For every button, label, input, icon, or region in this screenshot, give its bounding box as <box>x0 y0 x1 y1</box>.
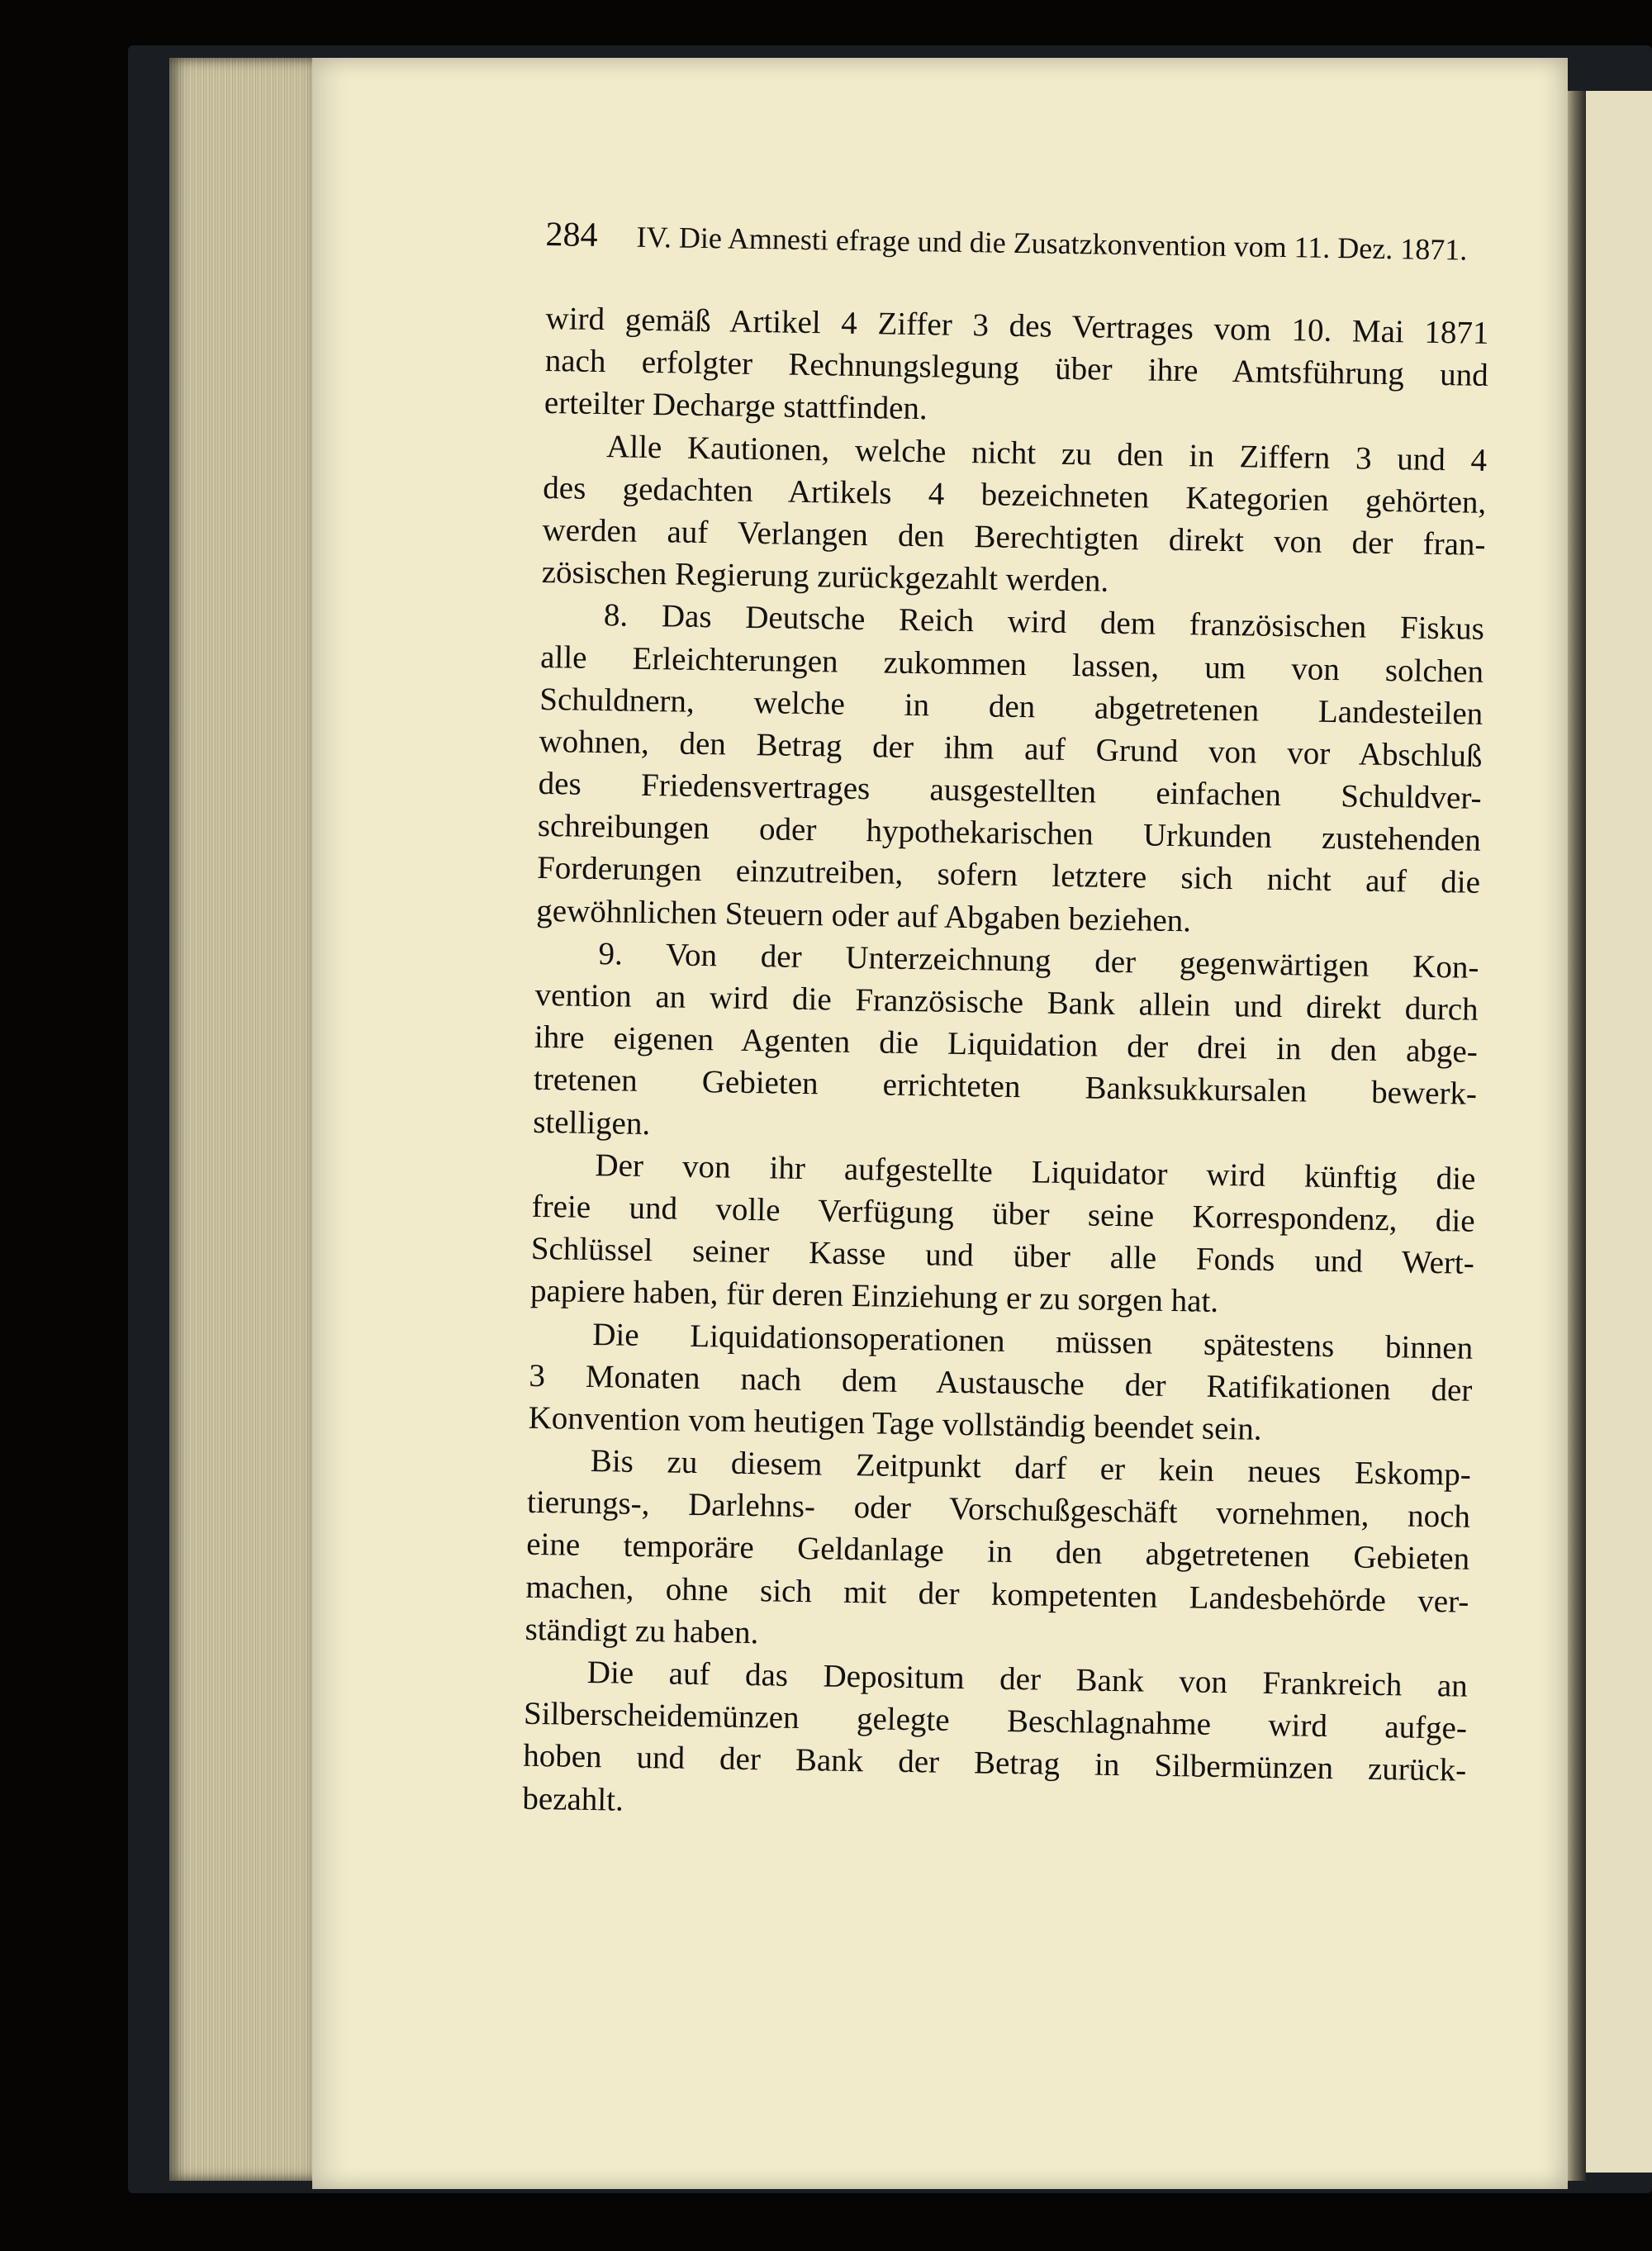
text-line: des Friedensvertrages ausgestellten einfachen Schuldver- <box>538 765 1482 816</box>
text-line: Die auf das Depositum der Bank von Frankreich an <box>586 1654 1469 1704</box>
text-block <box>522 215 1489 1820</box>
text-line: ihre eigenen Agenten die Liquidation der drei in den abge- <box>534 1019 1479 1071</box>
text-line: Schlüssel seiner Kasse und über alle Fonds und Wert- <box>530 1230 1475 1281</box>
text-line: Silberscheidemünzen gelegte Beschlagnahme wird aufge- <box>523 1695 1468 1746</box>
page-number: 284 <box>545 215 598 254</box>
book-page <box>312 58 1568 2189</box>
text-line: werden auf Verlangen den Berechtigten direkt von der fran- <box>542 511 1486 563</box>
text-line: Die Liquidationsoperationen müssen spätestens binnen <box>591 1316 1474 1366</box>
text-line: 9. Von der Unterzeichnung der gegenwärtigen Kon- <box>598 935 1479 985</box>
text-line: Schuldnern, welche in den abgetretenen Landesteilen <box>539 681 1483 732</box>
text-line: wohnen, den Betrag der ihm auf Grund von vor Abschluß <box>539 723 1483 774</box>
text-line: papiere haben, für deren Einziehung er zu sorgen hat. <box>529 1273 1219 1320</box>
text-line: 8. Das Deutsche Reich wird dem französischen Fiskus <box>603 597 1485 648</box>
text-line: nach erfolgter Rechnungslegung über ihre Amtsführung und <box>544 343 1488 394</box>
text-line: vention an wird die Französische Bank allein und direkt durch <box>534 976 1479 1028</box>
body-text <box>522 297 1489 1834</box>
text-line: hoben und der Bank der Betrag in Silbermünzen zurück- <box>522 1738 1467 1789</box>
text-line: Bis zu diesem Zeitpunkt darf er kein neues Eskomp- <box>590 1443 1472 1493</box>
text-line: stelligen. <box>532 1104 651 1142</box>
text-line: freie und volle Verfügung über seine Korrespondenz, die <box>531 1188 1475 1239</box>
text-line: Konvention vom heutigen Tage vollständig beendet sein. <box>528 1399 1262 1447</box>
text-line: des gedachten Artikels 4 bezeichneten Kategorien gehörten, <box>543 469 1487 520</box>
running-head-title: IV. Die Amnesti efrage und die Zusatzkonvention vom 11. Dez. 1871. <box>636 220 1468 267</box>
facing-page-edge <box>1586 91 1652 2173</box>
text-line: tretenen Gebieten errichteten Banksukkursalen bewerk- <box>533 1061 1478 1113</box>
text-line: bezahlt. <box>522 1780 624 1818</box>
text-line: machen, ohne sich mit der kompetenten Landesbehörde ver- <box>525 1569 1469 1620</box>
text-line: schreibungen oder hypothekarischen Urkunden zustehenden <box>537 808 1482 859</box>
text-line: wird gemäß Artikel 4 Ziffer 3 des Vertrages vom 10. Mai 1871 <box>545 300 1489 351</box>
text-line: gewöhnlichen Steuern oder auf Abgaben beziehen. <box>536 892 1192 938</box>
text-line: tierungs-, Darlehns- oder Vorschußgeschäft vornehmen, noch <box>526 1484 1471 1536</box>
running-head <box>545 215 1489 279</box>
text-line: 3 Monaten nach dem Austausche der Ratifikationen der <box>529 1357 1473 1408</box>
text-line: zösischen Regierung zurückgezahlt werden. <box>541 554 1109 599</box>
text-line: ständigt zu haben. <box>525 1611 759 1651</box>
text-line: Forderungen einzutreiben, sofern letztere sich nicht auf die <box>536 850 1481 901</box>
text-line: erteilter Decharge stattfinden. <box>544 385 928 427</box>
text-line: eine temporäre Geldanlage in den abgetretenen Gebieten <box>525 1527 1470 1578</box>
text-line: Der von ihr aufgestellte Liquidator wird künftig die <box>595 1147 1476 1197</box>
text-line: alle Erleichterungen zukommen lassen, um von solchen <box>539 639 1484 690</box>
text-line: Alle Kautionen, welche nicht zu den in Ziffern 3 und 4 <box>605 428 1488 478</box>
page-stack-edge <box>169 58 326 2181</box>
